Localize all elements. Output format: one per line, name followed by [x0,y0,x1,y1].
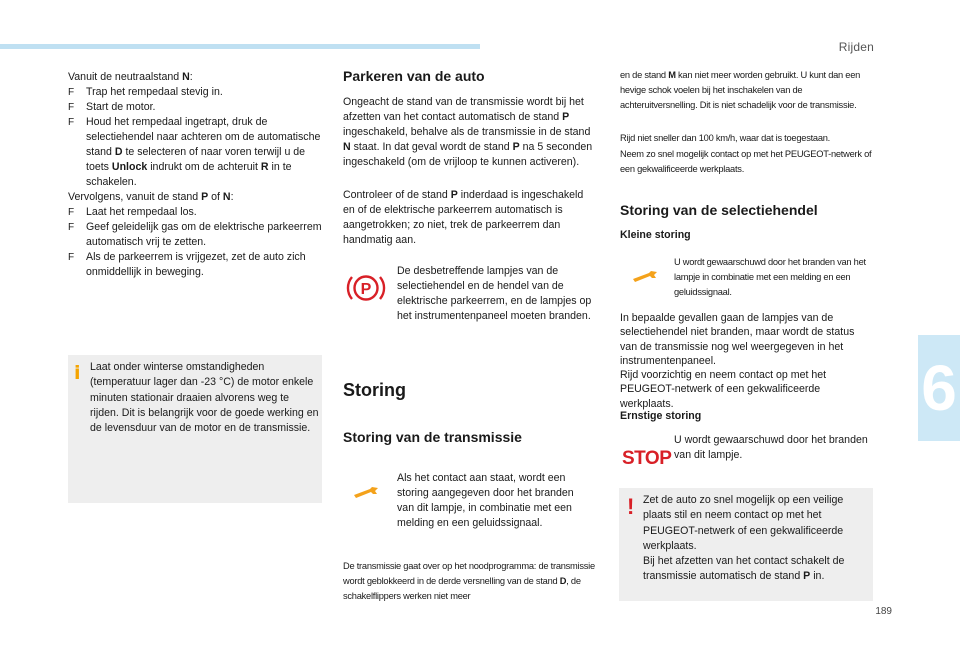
chapter-number: 6 [921,352,957,424]
column-left [68,70,324,280]
header-accent-bar [0,44,480,49]
storing-heading: Storing [343,380,406,400]
major-fault-paragraph: U wordt gewaarschuwd door het branden van dit lampje. [674,434,868,461]
warning-note-box [619,488,873,601]
selector-fault-heading: Storing van de selectiehendel [620,202,818,218]
cases-paragraph: In bepaalde gevallen gaan de lampjes van de selectiehendel niet branden, maar wordt de status van de transmissie nog wel weergegeven in het instrumentenpaneel. [620,312,855,367]
bullet-item: F Houd het rempedaal ingetrapt, druk de selectiehendel naar achteren om de automatische stand D te selecteren of naar voren terwijl u de toets Unlock indrukt om de achteruit R in te schakelen. [68,115,324,190]
svg-text:P: P [360,281,372,298]
info-icon: i [74,362,81,384]
page-number: 189 [875,606,892,617]
bullet-item: F Laat het rempedaal los. [68,205,324,220]
speed-limit-paragraph: Rijd niet sneller dan 100 km/h, waar dat is toegestaan. [620,133,831,143]
transmission-fault-heading: Storing van de transmissie [343,429,522,445]
intro-line: Vanuit de neutraalstand N: [68,71,193,83]
section-title: Rijden [838,40,874,54]
service-wrench-icon [352,486,380,500]
info-note-text: Laat onder winterse omstandigheden (temperatuur lager dan -23 °C) de motor enkele minuten stationair draaien alvorens weg te rijden. Dit is belangrijk voor de goede werking en de levensduur van de motor en de transmissie. [90,361,319,435]
emergency-program-paragraph: De transmissie gaat over op het noodprogramma: de transmissie wordt geblokkeerd in de derde versnelling van de stand D, de schakelflippers werken niet meer [343,561,595,602]
contact-network-paragraph: Neem zo snel mogelijk contact op met het PEUGEOT-netwerk of een gekwalificeerde werkplaats. [620,149,872,175]
bullet-item: F Start de motor. [68,100,324,115]
parking-check-paragraph: Controleer of de stand P inderdaad is ingeschakeld en of de elektrische parkeerrem automatisch is aangetrokken; zo niet, trek de parkeerrem dan handmatig aan. [343,189,584,246]
transmission-fault-paragraph: Als het contact aan staat, wordt een storing aangegeven door het branden van dit lampje, in combinatie met een melding en een geluidssignaal. [397,472,574,529]
parking-heading: Parkeren van de auto [343,68,485,84]
stop-warning-icon: STOP [622,448,672,469]
bullet-item: F Geef geleidelijk gas om de elektrische parkeerrem automatisch vrij te zetten. [68,220,324,250]
lamp-paragraph: De desbetreffende lampjes van de selectiehendel en de hendel van de elektrische parkeerrem, en de lampjes op het instrumentenpaneel moeten branden. [397,265,592,322]
bullet-item: F Als de parkeerrem is vrijgezet, zet de auto zich onmiddellijk in beweging. [68,250,324,280]
then-line: Vervolgens, vanuit de stand P of N: [68,191,234,203]
info-note-box [68,355,322,503]
minor-fault-heading: Kleine storing [620,229,691,241]
parking-paragraph: Ongeacht de stand van de transmissie wordt bij het afzetten van het contact automatisch de stand P ingeschakeld, behalve als de transmissie in de stand N staat. In dat geval wordt de stand P na 5 seconden ingeschakeld (om de vrijloop te kunnen activeren). [343,96,593,168]
parking-brake-warning-icon [345,270,387,306]
service-wrench-icon [631,270,659,284]
major-fault-heading: Ernstige storing [620,410,702,422]
warning-note-text: Zet de auto zo snel mogelijk op een veilige plaats stil en neem contact op met het PEUGEOT-netwerk of een gekwalificeerde werkplaats. Bij het afzetten van het contact schakelt de transmissie automatisch de stand P in. [643,494,845,583]
emergency-continued-paragraph: en de stand M kan niet meer worden gebruikt. U kunt dan een hevige schok voelen bij het inschakelen van de achteruitversnelling. Dit is niet schadelijk voor de transmissie. [620,70,861,111]
bullet-item: F Trap het rempedaal stevig in. [68,85,324,100]
minor-fault-paragraph: U wordt gewaarschuwd door het branden van het lampje in combinatie met een melding en een geluidssignaal. [674,257,866,298]
drive-carefully-paragraph: Rijd voorzichtig en neem contact op met het PEUGEOT-netwerk of een gekwalificeerde werkplaats. [620,369,827,410]
exclamation-icon: ! [627,494,635,519]
